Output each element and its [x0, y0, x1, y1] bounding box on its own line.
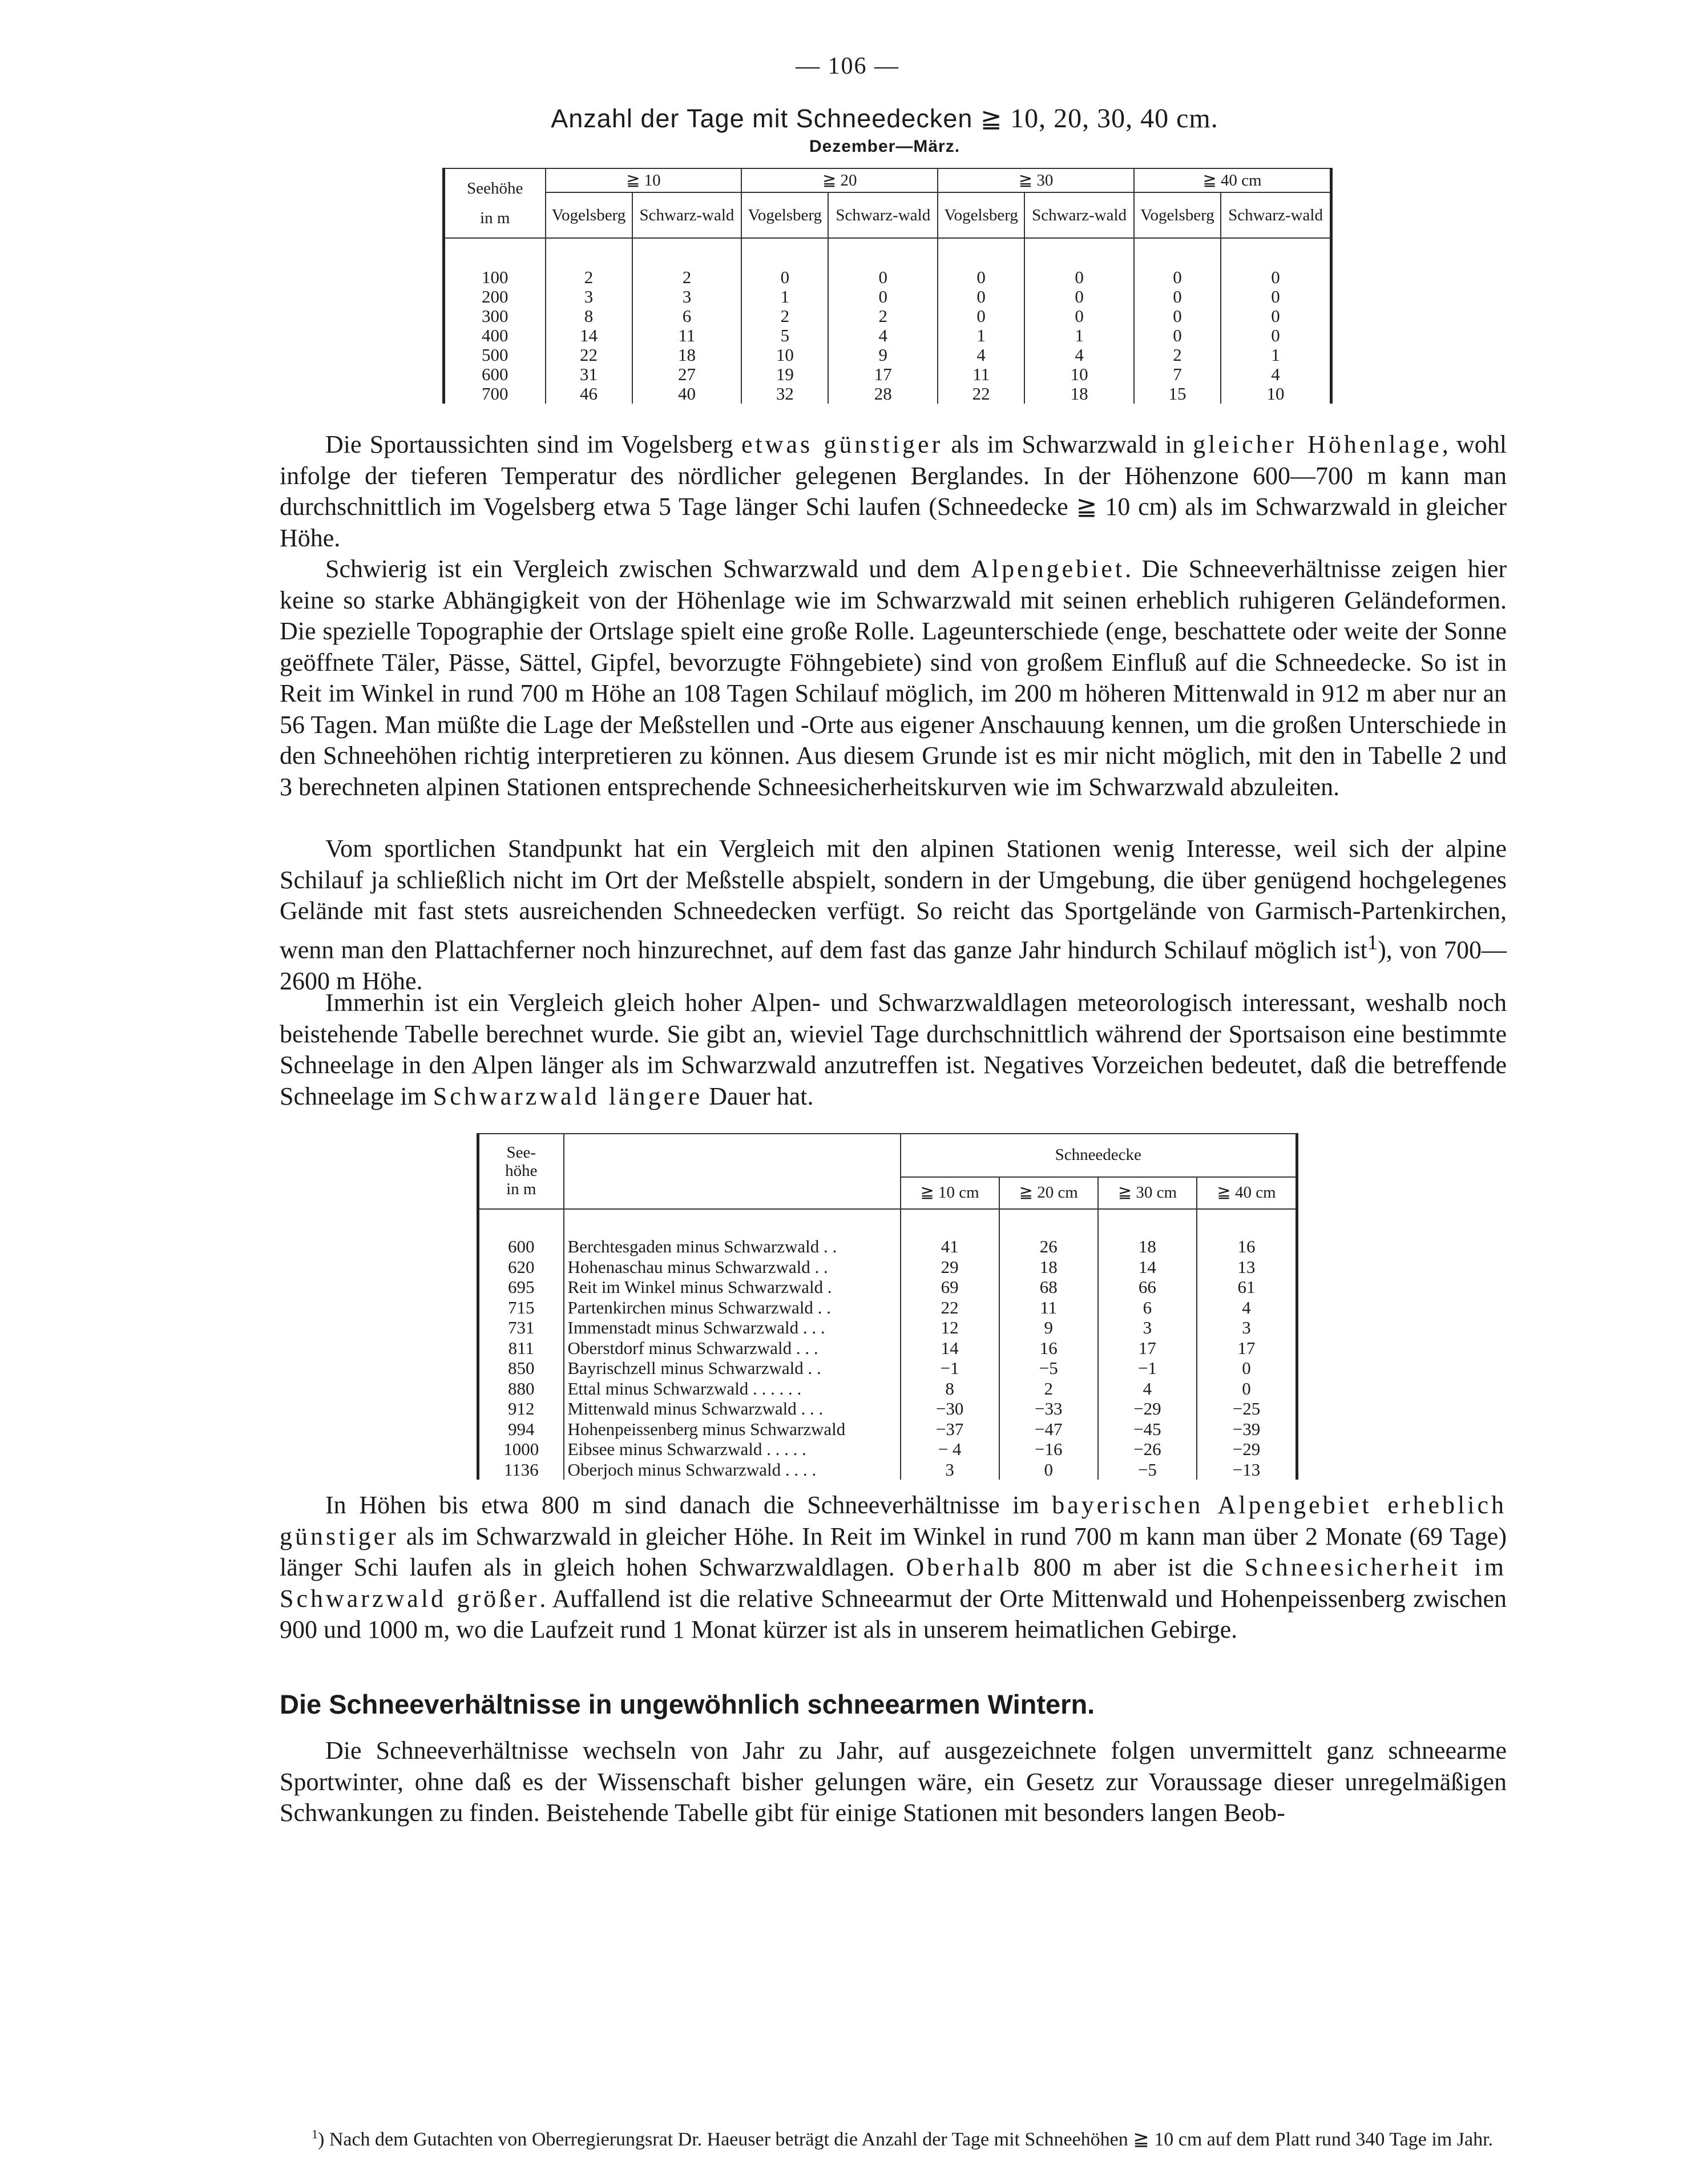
table2-value-cell: 16 [1197, 1236, 1297, 1257]
table1-row [444, 307, 1331, 326]
table2-hoehe-cell: 620 [478, 1257, 564, 1278]
table2-value-cell: 61 [1197, 1277, 1297, 1297]
table2-value-cell: −47 [999, 1419, 1098, 1440]
table2-row [478, 1277, 1297, 1297]
table2-col-header: ≧ 30 cm [1098, 1177, 1197, 1209]
table1-value-cell: 14 [546, 326, 632, 345]
table2-hoehe-cell: 600 [478, 1236, 564, 1257]
table2-station-cell: Hohenpeissenberg minus Schwarzwald [564, 1419, 901, 1440]
table1-value-cell: 0 [938, 268, 1024, 287]
table2-value-cell: −1 [901, 1358, 999, 1379]
table2-station-cell: Ettal minus Schwarzwald . . . . . . [564, 1379, 901, 1399]
table1-value-cell: 11 [938, 365, 1024, 384]
table2-value-cell: 6 [1098, 1297, 1197, 1318]
table2-value-cell: − 4 [901, 1439, 999, 1460]
table1-sub-header: Schwarz-wald [1221, 192, 1331, 238]
table2-row [478, 1257, 1297, 1278]
table1-value-cell: 18 [632, 345, 742, 365]
table1-value-cell: 17 [828, 365, 938, 384]
table2-value-cell: −26 [1098, 1439, 1197, 1460]
table2-value-cell: 9 [999, 1317, 1098, 1338]
table2-value-cell: 4 [1098, 1379, 1197, 1399]
table2-col-header: ≧ 20 cm [999, 1177, 1098, 1209]
table1-value-cell: 1 [741, 287, 828, 307]
table2-group-header: Schneedecke [901, 1134, 1297, 1177]
table1-hoehe-cell: 700 [444, 384, 546, 404]
table2-value-cell: 17 [1197, 1338, 1297, 1359]
p3-end: ), von 700—2600 m Höhe. [280, 936, 1507, 995]
table2-row [478, 1439, 1297, 1460]
table1-sub-header: Vogelsberg [938, 192, 1024, 238]
table1-value-cell: 1 [1221, 345, 1331, 365]
table2-value-cell: 4 [1197, 1297, 1297, 1318]
p3-footnote-marker: 1 [1367, 930, 1378, 954]
table1-value-cell: 3 [546, 287, 632, 307]
paragraph-5 [280, 1490, 1507, 1646]
table2-station-cell: Reit im Winkel minus Schwarzwald . [564, 1277, 901, 1297]
table2-station-cell: Immenstadt minus Schwarzwald . . . [564, 1317, 901, 1338]
table1-sub-header: Vogelsberg [546, 192, 632, 238]
table1-value-cell: 18 [1024, 384, 1134, 404]
table2-body [478, 1209, 1297, 1480]
table1-group-header: ≧ 20 [741, 168, 938, 192]
p1-c: als im Schwarzwald in [943, 430, 1193, 458]
table2-station-header [564, 1134, 901, 1209]
table1-value-cell: 10 [741, 345, 828, 365]
table2-value-cell: 14 [1098, 1257, 1197, 1278]
table1-hoehe-cell: 400 [444, 326, 546, 345]
table1-row [444, 287, 1331, 307]
p2-b: Alpengebiet [971, 555, 1125, 583]
table2-value-cell: −16 [999, 1439, 1098, 1460]
table2-hoehe-cell: 811 [478, 1338, 564, 1359]
table2-hoehe-cell: 695 [478, 1277, 564, 1297]
footnote-text: ) Nach dem Gutachten von Oberregierungsrat Dr. Haeuser beträgt die Anzahl der Tage mit Schneehöhen ≧ 10 cm auf dem Platt rund 340 Tage im Jahr. [318, 2129, 1494, 2150]
table1-value-cell: 2 [1134, 345, 1221, 365]
table1-value-cell: 0 [1221, 307, 1331, 326]
table1-value-cell: 0 [1221, 326, 1331, 345]
table1-title-text: Anzahl der Tage mit Schneedecken ≧ [551, 104, 1011, 133]
table1-hoehe-header-1: Seehöhe [467, 179, 523, 198]
table1-value-cell: 4 [1024, 345, 1134, 365]
p1-a: Die Sportaussichten sind im Vogelsberg [325, 430, 741, 458]
table1-value-cell: 10 [1221, 384, 1331, 404]
table2-row [478, 1338, 1297, 1359]
table1-group-header: ≧ 10 [546, 168, 742, 192]
table2-hoehe-cell: 715 [478, 1297, 564, 1318]
table1-value-cell: 15 [1134, 384, 1221, 404]
table2-station-cell: Oberstdorf minus Schwarzwald . . . [564, 1338, 901, 1359]
paragraph-4 [280, 988, 1507, 1112]
table1-value-cell: 32 [741, 384, 828, 404]
table1-value-cell: 0 [741, 268, 828, 287]
table2-value-cell: −33 [999, 1399, 1098, 1419]
table2-hoehe-cell: 912 [478, 1399, 564, 1419]
table2-value-cell: −39 [1197, 1419, 1297, 1440]
table2-row [478, 1358, 1297, 1379]
table2-station-cell: Partenkirchen minus Schwarzwald . . [564, 1297, 901, 1318]
table1-value-cell: 6 [632, 307, 742, 326]
table1-value-cell: 0 [1134, 307, 1221, 326]
table1-value-cell: 2 [632, 268, 742, 287]
table1-body [444, 238, 1331, 404]
table2-station-cell: Bayrischzell minus Schwarzwald . . [564, 1358, 901, 1379]
table1-value-cell: 31 [546, 365, 632, 384]
table1-sub-header: Schwarz-wald [632, 192, 742, 238]
table1-sub-header: Vogelsberg [741, 192, 828, 238]
table1-group-header: ≧ 40 cm [1134, 168, 1331, 192]
table2-hoehe-cell: 994 [478, 1419, 564, 1440]
table1-value-cell: 27 [632, 365, 742, 384]
table2-value-cell: 3 [901, 1460, 999, 1480]
table1-value-cell: 1 [938, 326, 1024, 345]
table2-value-cell: 2 [999, 1379, 1098, 1399]
table2-value-cell: −37 [901, 1419, 999, 1440]
p1-d: gleicher Höhenlage [1193, 430, 1442, 458]
table2-value-cell: 13 [1197, 1257, 1297, 1278]
table1-value-cell: 5 [741, 326, 828, 345]
p4-a: Immerhin ist ein Vergleich gleich hoher Alpen- und Schwarzwaldlagen meteorologisch interessant, weshalb noch beistehende Tabelle berechnet wurde. Sie gibt an, wieviel Tage durchschnittlich während der Sportsaison eine bestimmte Schneelage in den Alpen länger als im Schwarzwald anzutreffen ist. Negatives Vorzeichen bedeutet, daß die betreffende Schneelage im [280, 989, 1507, 1110]
table2-value-cell: 11 [999, 1297, 1098, 1318]
table1-value-cell: 0 [1221, 268, 1331, 287]
table2-hoehe-cell: 1000 [478, 1439, 564, 1460]
p6: Die Schneeverhältnisse wechseln von Jahr zu Jahr, auf ausgezeichnete folgen unvermittelt ganz schneearme Sportwinter, ohne daß es der Wissenschaft bisher gelungen wäre, ein Gesetz zur Voraussage dieser unregelmäßigen Schwankungen zu finden. Beistehende Tabelle gibt für einige Stationen mit besonders langen Beob- [280, 1736, 1507, 1827]
table1-title [0, 103, 1695, 134]
p2-c: . Die Schneeverhältnisse zeigen hier keine so starke Abhängigkeit von der Höhenlage wie im Schwarzwald mit seinen erheblich ruhigeren Geländeformen. Die spezielle Topographie der Ortslage spielt eine große Rolle. Lageunterschiede (enge, beschattete oder weite der Sonne geöffnete Täler, Pässe, Sättel, Gipfel, bevorzugte Föhngebiete) sind von großem Einfluß auf die Schneedecke. So ist in Reit im Winkel in rund 700 m Höhe an 108 Tagen Schilauf möglich, im 200 m höheren Mittenwald in 912 m aber nur an 56 Tagen. Man müßte die Lage der Meßstellen und -Orte aus eigener Anschauung kennen, um die großen Unterschiede in den Schneehöhen richtig interpretieren zu können. Aus diesem Grunde ist es mir nicht möglich, mit den in Tabelle 2 und 3 berechneten alpinen Stationen entsprechende Schneesicherheitskurven wie im Schwarzwald abzuleiten. [280, 555, 1507, 801]
table1-sub-header: Schwarz-wald [828, 192, 938, 238]
table1-value-cell: 10 [1024, 365, 1134, 384]
table2-value-cell: −1 [1098, 1358, 1197, 1379]
table2-hoehe-cell: 731 [478, 1317, 564, 1338]
table2-row [478, 1317, 1297, 1338]
table1-value-cell: 0 [938, 287, 1024, 307]
table2-hoehe-header-2: höhe [505, 1162, 538, 1180]
table1-value-cell: 0 [1024, 268, 1134, 287]
table2-value-cell: 26 [999, 1236, 1098, 1257]
p5-a: In Höhen bis etwa 800 m sind danach die Schneeverhältnisse im [325, 1491, 1052, 1519]
table1-hoehe-cell: 100 [444, 268, 546, 287]
table2-hoehe-cell: 1136 [478, 1460, 564, 1480]
table1-hoehe-header [444, 168, 546, 238]
table1-subtitle: Dezember—März. [809, 137, 960, 156]
table1-hoehe-cell: 300 [444, 307, 546, 326]
table2-value-cell: 69 [901, 1277, 999, 1297]
table1-value-cell: 22 [546, 345, 632, 365]
table1-value-cell: 0 [828, 287, 938, 307]
p4-c: Dauer hat. [703, 1082, 814, 1110]
table2-station-cell: Mittenwald minus Schwarzwald . . . [564, 1399, 901, 1419]
paragraph-2 [280, 554, 1507, 803]
table1-row [444, 365, 1331, 384]
table2-value-cell: 66 [1098, 1277, 1197, 1297]
table2-value-cell: 41 [901, 1236, 999, 1257]
table1-value-cell: 7 [1134, 365, 1221, 384]
table1-value-cell: 40 [632, 384, 742, 404]
table1-row [444, 345, 1331, 365]
table2-value-cell: −13 [1197, 1460, 1297, 1480]
table1-hoehe-cell: 200 [444, 287, 546, 307]
table2-value-cell: 3 [1098, 1317, 1197, 1338]
table1-value-cell: 28 [828, 384, 938, 404]
table2-value-cell: −45 [1098, 1419, 1197, 1440]
table1-value-cell: 0 [828, 268, 938, 287]
table2-hoehe-header-3: in m [506, 1179, 536, 1198]
table2-value-cell: 14 [901, 1338, 999, 1359]
table1-value-cell: 0 [1221, 287, 1331, 307]
section-heading: Die Schneeverhältnisse in ungewöhnlich schneearmen Wintern. [280, 1689, 1095, 1719]
table2-value-cell: 3 [1197, 1317, 1297, 1338]
table1-value-cell: 0 [1134, 268, 1221, 287]
table1-value-cell: 3 [632, 287, 742, 307]
table2-hoehe-header-1: See- [506, 1143, 536, 1162]
table1-row [444, 326, 1331, 345]
table2-row [478, 1460, 1297, 1480]
footnote-marker: 1 [312, 2127, 318, 2141]
p5-f: Schneesicherheit im Schwarzwald größer [280, 1553, 1507, 1613]
table2-value-cell: −29 [1098, 1399, 1197, 1419]
table1-value-cell: 0 [938, 307, 1024, 326]
table2-value-cell: 22 [901, 1297, 999, 1318]
page-number: — 106 — [796, 53, 899, 79]
paragraph-6 [280, 1735, 1507, 1829]
p5-g: . Auffallend ist die relative Schneearmut der Orte Mittenwald und Hohenpeissenberg zwischen 900 und 1000 m, wo die Laufzeit rund 1 Monat kürzer ist als in unserem heimatlichen Gebirge. [280, 1584, 1507, 1643]
table2-value-cell: 12 [901, 1317, 999, 1338]
p5-e: 800 m aber ist die [1022, 1553, 1245, 1581]
table2-value-cell: 29 [901, 1257, 999, 1278]
table2-row [478, 1297, 1297, 1318]
table1-value-cell: 4 [828, 326, 938, 345]
table2-value-cell: 18 [1098, 1236, 1197, 1257]
table2-value-cell: 17 [1098, 1338, 1197, 1359]
alps-minus-schwarzwald-table [477, 1133, 1298, 1480]
table2-value-cell: −29 [1197, 1439, 1297, 1460]
table2-hoehe-header [478, 1134, 564, 1209]
table1-value-cell: 4 [938, 345, 1024, 365]
table1-sub-header: Schwarz-wald [1024, 192, 1134, 238]
table2-value-cell: 8 [901, 1379, 999, 1399]
table2-station-cell: Hohenaschau minus Schwarzwald . . [564, 1257, 901, 1278]
table2-value-cell: −25 [1197, 1399, 1297, 1419]
table2-hoehe-cell: 880 [478, 1379, 564, 1399]
snow-days-table [442, 168, 1333, 404]
table2-value-cell: 16 [999, 1338, 1098, 1359]
table2-row [478, 1236, 1297, 1257]
table2-row [478, 1419, 1297, 1440]
table1-value-cell: 2 [546, 268, 632, 287]
table1-value-cell: 0 [1134, 287, 1221, 307]
table1-row [444, 268, 1331, 287]
p1-b: etwas günstiger [741, 430, 943, 458]
table1-hoehe-header-2: in m [480, 209, 510, 227]
table1-group-header: ≧ 30 [938, 168, 1134, 192]
table2-value-cell: 0 [1197, 1379, 1297, 1399]
table1-value-cell: 2 [828, 307, 938, 326]
table2-value-cell: −5 [1098, 1460, 1197, 1480]
p5-b: bayerischen Alpengebiet erheblich günstiger [280, 1491, 1507, 1550]
table2-station-cell: Oberjoch minus Schwarzwald . . . . [564, 1460, 901, 1480]
table2-value-cell: 0 [999, 1460, 1098, 1480]
table1-sub-header: Vogelsberg [1134, 192, 1221, 238]
p2-a: Schwierig ist ein Vergleich zwischen Schwarzwald und dem [325, 555, 971, 583]
p5-d: Oberhalb [906, 1553, 1023, 1581]
p5-c: als im Schwarzwald in gleicher Höhe. In Reit im Winkel in rund 700 m kann man über 2 Monate (69 Tage) länger Schi laufen als in gleich hohen Schwarzwaldlagen. [280, 1522, 1507, 1581]
table1-value-cell: 4 [1221, 365, 1331, 384]
table2-col-header: ≧ 40 cm [1197, 1177, 1297, 1209]
table2-col-header: ≧ 10 cm [901, 1177, 999, 1209]
p1-e: , wohl infolge der tieferen Temperatur des nördlicher gelegenen Berglandes. In der Höhenzone 600—700 m kann man durchschnittlich im Vogelsberg etwa 5 Tage länger Schi laufen (Schneedecke ≧ 10 cm) als im Schwarzwald in gleicher Höhe. [280, 430, 1507, 552]
table1-title-nums: 10, 20, 30, 40 cm. [1010, 103, 1218, 134]
table1-hoehe-cell: 500 [444, 345, 546, 365]
paragraph-3 [280, 833, 1507, 997]
table1-value-cell: 8 [546, 307, 632, 326]
table2-row [478, 1399, 1297, 1419]
table2-value-cell: 68 [999, 1277, 1098, 1297]
p3: Vom sportlichen Standpunkt hat ein Vergleich mit den alpinen Stationen wenig Interesse, weil sich der alpine Schilauf ja schließlich nicht im Ort der Meßstelle abspielt, sondern in der Umgebung, die über genügend hochgelegenes Gelände mit fast stets ausreichenden Schneedecken verfügt. So reicht das Sportgelände von Garmisch-Partenkirchen, wenn man den Plattachferner noch hinzurechnet, auf dem fast das ganze Jahr hindurch Schilauf möglich ist [280, 835, 1507, 964]
table1-value-cell: 19 [741, 365, 828, 384]
footnote [280, 2122, 1507, 2151]
table2-value-cell: −5 [999, 1358, 1098, 1379]
table2-value-cell: 18 [999, 1257, 1098, 1278]
table1-value-cell: 46 [546, 384, 632, 404]
table1-value-cell: 11 [632, 326, 742, 345]
table1-row [444, 384, 1331, 404]
table2-value-cell: −30 [901, 1399, 999, 1419]
table2-value-cell: 0 [1197, 1358, 1297, 1379]
table1-value-cell: 2 [741, 307, 828, 326]
p4-b: Schwarzwald längere [433, 1082, 703, 1110]
table1-value-cell: 22 [938, 384, 1024, 404]
table1-value-cell: 0 [1134, 326, 1221, 345]
table1-hoehe-cell: 600 [444, 365, 546, 384]
table2-row [478, 1379, 1297, 1399]
table2-hoehe-cell: 850 [478, 1358, 564, 1379]
table1-value-cell: 0 [1024, 307, 1134, 326]
table1-value-cell: 0 [1024, 287, 1134, 307]
table1-value-cell: 1 [1024, 326, 1134, 345]
table2-station-cell: Eibsee minus Schwarzwald . . . . . [564, 1439, 901, 1460]
paragraph-1 [280, 429, 1507, 554]
table2-station-cell: Berchtesgaden minus Schwarzwald . . [564, 1236, 901, 1257]
table1-value-cell: 9 [828, 345, 938, 365]
